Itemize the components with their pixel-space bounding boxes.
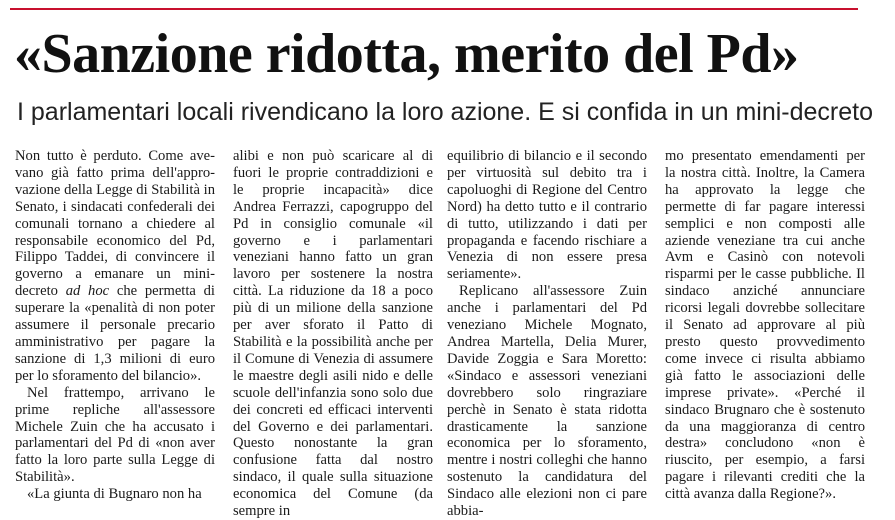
body-column-3	[447, 148, 647, 520]
article-body	[15, 148, 865, 520]
body-paragraph: Replicano all'assessore Zuin anche i parlamentari del Pd veneziano Michele Mognato, Andrea Martella, Delia Murer, Davide Zoggia e Sara Moretto: «Sindaco e assessori veneziani dovrebbero solo ringraziare perchè in Senato è stata ridotta drasticamente la sanzione economica per lo sforamento, mentre i nostri colleghi che hanno sostenuto la candidatura del Sindaco alle elezioni non ci pare abbia-	[447, 283, 647, 520]
body-paragraph: Nel frattempo, arrivano le prime repliche all'assessore Michele Zuin che ha accusato i parlamentari del Pd di «non aver fatto la loro parte sulla Legge di Stabilità».	[15, 384, 215, 486]
body-column-2	[233, 148, 433, 520]
article-subheadline: I parlamentari locali rivendicano la loro azione. E si confida in un mini-decreto	[17, 98, 873, 126]
body-paragraph: alibi e non può scaricare al di fuori le proprie contraddizioni e le proprie incapacità» dice Andrea Ferrazzi, capogruppo del Pd in consiglio comunale «il governo e i parlamentari veneziani hanno fatto un gran lavoro per sostenere la nostra città. La riduzione da 18 a poco più di un milione della sanzione per aver sforato il Patto di Stabilità e la possibilità anche per il Comune di Venezia di assumere le maestre degli asili nido e delle scuole dell'infanzia sono solo due dei concreti ed efficaci interventi del Governo e dei parlamentari. Questo nonostante la gran confusione fatta dal nostro sindaco, il quale sulla situazione economica del Comune (da sempre in	[233, 148, 433, 520]
body-paragraph: mo presentato emendamenti per la nostra città. Inoltre, la Camera ha approvato la legge che permette di far pagare interessi semplici e non composti alle aziende veneziane tra cui anche Avm e Casinò con notevoli risparmi per le casse pubbliche. Il sindaco anziché annunciare ricorsi legali dovrebbe sollecitare il Senato ad approvare al più presto questo provvedimento come invece ci risulta abbiamo già fatto le associazioni delle imprese private». «Perché il sindaco Brugnaro che è sostenuto da una maggioranza di centro destra» concludono «non è riuscito, per esempio, a farsi pagare i rilevanti crediti che la città avanza dalla Regione?».	[665, 148, 865, 503]
body-column-1	[15, 148, 215, 503]
body-paragraph: Non tutto è perduto. Come avevano già fatto prima dell'approvazione della Legge di Stabilità in Senato, i sindacati confederali dei comunali tornano a chiedere al responsabile economico del Pd, Filippo Taddei, di convincere il governo a emanare un mini-decreto ad hoc che permetta di superare la «penalità di non poter assumere il personale precario amministrativo per pagare la sanzione di 1,3 milioni di euro per lo sforamento del bilancio».	[15, 148, 215, 384]
top-rule	[10, 8, 858, 10]
body-column-4	[665, 148, 865, 503]
body-paragraph: «La giunta di Bugnaro non ha	[27, 486, 202, 503]
body-paragraph: equilibrio di bilancio e il secondo per virtuosità sul debito tra i capoluoghi di Regione del Centro Nord) ha detto tutto e il contrario di tutto, utilizzando i dati per propaganda e facendo rischiare a Venezia di non essere presa seriamente».	[447, 148, 647, 283]
article-headline: «Sanzione ridotta, merito del Pd»	[14, 23, 799, 85]
